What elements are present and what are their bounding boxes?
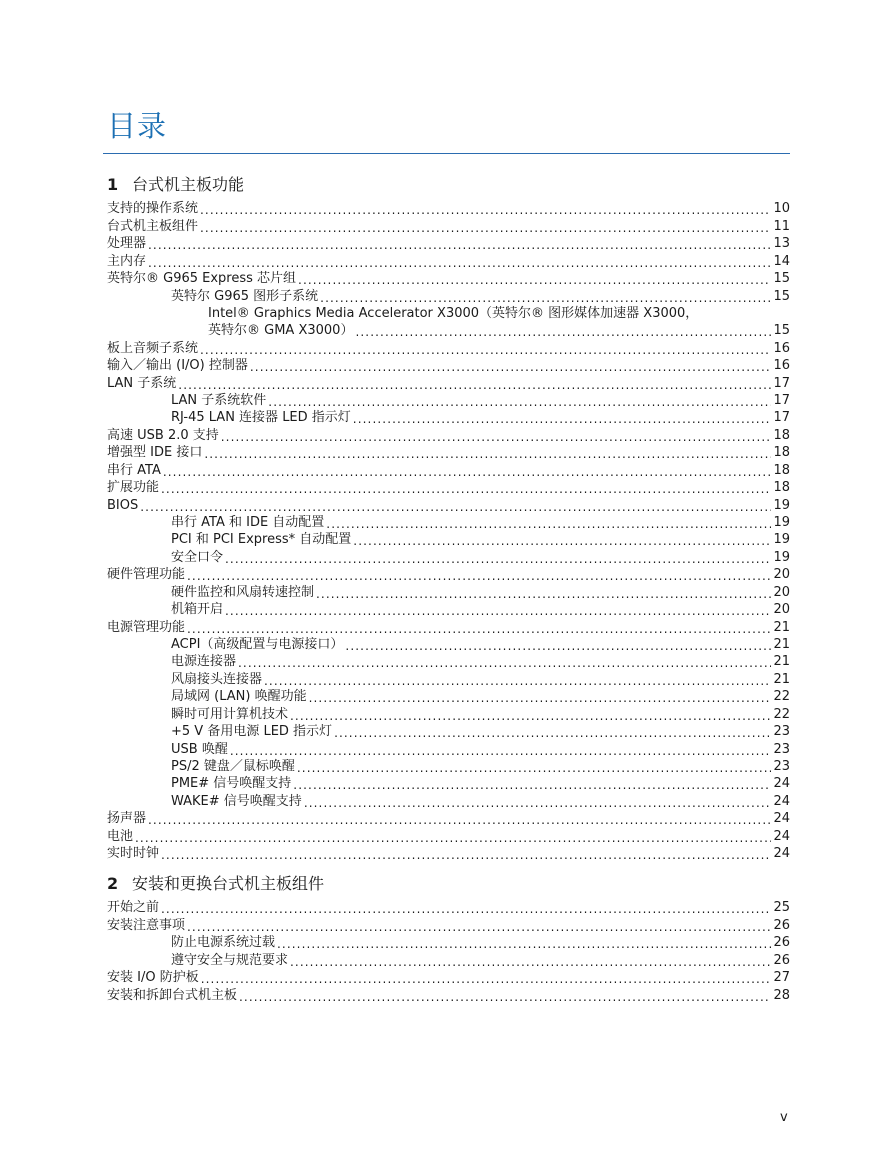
toc-entry[interactable] — [107, 986, 790, 1003]
toc-entry[interactable] — [107, 479, 790, 496]
toc-entry-page: 22 — [773, 689, 790, 705]
dot-leader — [204, 444, 771, 461]
toc-entry[interactable] — [107, 514, 790, 531]
chapter-number: 2 — [107, 874, 119, 893]
toc-entry-page: 19 — [773, 497, 790, 513]
toc-entry-label: 硬件监控和风扇转速控制 — [171, 584, 315, 600]
toc-entry[interactable] — [107, 899, 790, 916]
toc-entry[interactable] — [107, 200, 790, 217]
toc-entry-page: 15 — [773, 323, 790, 339]
toc-entry-page: 24 — [773, 793, 790, 809]
toc-entry[interactable] — [107, 827, 790, 844]
toc-entry-label: 机箱开启 — [171, 602, 224, 618]
toc-entry-label: 主内存 — [107, 253, 147, 269]
toc-entry-label: 安装和拆卸台式机主板 — [107, 987, 238, 1003]
toc-entry-page: 21 — [773, 636, 790, 652]
toc-entry[interactable] — [107, 618, 790, 635]
dot-leader — [187, 566, 771, 583]
toc-entry-label: 扬声器 — [107, 811, 147, 827]
toc-entry-label: 安全口令 — [171, 549, 224, 565]
toc-entry-page: 16 — [773, 358, 790, 374]
dot-leader — [230, 741, 772, 758]
toc-entry[interactable] — [107, 688, 790, 705]
toc-entry[interactable] — [107, 252, 790, 269]
toc-entry-page: 15 — [773, 271, 790, 287]
toc-entry[interactable] — [107, 969, 790, 986]
toc-entry[interactable] — [107, 670, 790, 687]
toc-entry-label: 防止电源系统过载 — [171, 935, 276, 951]
toc-entry-page: 17 — [773, 375, 790, 391]
toc-entry-label: 瞬时可用计算机技术 — [171, 706, 289, 722]
dot-leader — [250, 357, 772, 374]
dot-leader — [298, 270, 771, 287]
toc-entry-label: 串行 ATA — [107, 462, 161, 478]
toc-entry-label: PME# 信号唤醒支持 — [171, 776, 292, 792]
chapter-heading[interactable] — [107, 873, 790, 899]
toc-entry[interactable] — [107, 934, 790, 951]
dot-leader — [304, 793, 772, 810]
toc-entry-page: 20 — [773, 567, 790, 583]
toc-entry-label: +5 V 备用电源 LED 指示灯 — [171, 724, 333, 740]
dot-leader — [200, 340, 771, 357]
dot-leader — [277, 934, 771, 951]
toc-entry[interactable] — [107, 810, 790, 827]
toc-entry-page: 20 — [773, 584, 790, 600]
toc-entry[interactable] — [107, 461, 790, 478]
toc-entry[interactable] — [107, 566, 790, 583]
chapter-2-section — [107, 873, 790, 1004]
toc-entry[interactable] — [107, 740, 790, 757]
dot-leader — [221, 427, 772, 444]
toc-entry-label: LAN 子系统软件 — [171, 393, 267, 409]
toc-entry-label: 支持的操作系统 — [107, 201, 199, 217]
toc-entry-page: 15 — [773, 288, 790, 304]
toc-entry-label: 硬件管理功能 — [107, 567, 186, 583]
toc-entry-page: 20 — [773, 602, 790, 618]
toc-entry-page: 24 — [773, 811, 790, 827]
dot-leader — [161, 899, 771, 916]
toc-entry-page: 21 — [773, 619, 790, 635]
toc-entry-page: 28 — [773, 987, 790, 1003]
toc-entry-label: LAN 子系统 — [107, 375, 177, 391]
toc-entry[interactable] — [107, 601, 790, 618]
toc-entry-page: 11 — [773, 218, 790, 234]
toc-entry[interactable] — [107, 636, 790, 653]
toc-entry-label: 高速 USB 2.0 支持 — [107, 427, 219, 443]
dot-leader — [148, 253, 771, 270]
toc-entry-label: WAKE# 信号唤醒支持 — [171, 793, 302, 809]
toc-entry[interactable] — [107, 531, 790, 548]
toc-entry[interactable] — [107, 845, 790, 862]
chapter-number: 1 — [107, 175, 119, 194]
page-title: 目录 — [107, 109, 168, 143]
dot-leader — [238, 653, 771, 670]
toc-entry[interactable] — [107, 758, 790, 775]
toc-entry-label: 英特尔® GMA X3000） — [208, 323, 354, 339]
toc-entry-page: 26 — [773, 917, 790, 933]
toc-entry-label: 增强型 IDE 接口 — [107, 445, 203, 461]
dot-leader — [187, 917, 771, 934]
dot-leader — [178, 375, 771, 392]
toc-entry-page: 19 — [773, 549, 790, 565]
toc-entry-label: 处理器 — [107, 236, 147, 252]
toc-entry-label: 风扇接头连接器 — [171, 671, 263, 687]
toc-entry-page: 22 — [773, 706, 790, 722]
dot-leader — [326, 514, 771, 531]
dot-leader — [201, 969, 772, 986]
toc-entry-label: 输入／输出 (I/O) 控制器 — [107, 358, 248, 374]
dot-leader — [290, 952, 771, 969]
dot-leader — [353, 409, 772, 426]
toc-entry-label: 遵守安全与规范要求 — [171, 952, 289, 968]
dot-leader — [345, 636, 771, 653]
dot-leader — [297, 758, 772, 775]
toc-entry-page: 25 — [773, 900, 790, 916]
dot-leader — [334, 723, 771, 740]
dot-leader — [140, 497, 771, 514]
toc-entry-label: PCI 和 PCI Express* 自动配置 — [171, 532, 352, 548]
dot-leader — [200, 200, 771, 217]
toc-entry-page: 19 — [773, 515, 790, 531]
toc-entry-label: 实时时钟 — [107, 846, 160, 862]
dot-leader — [161, 845, 771, 862]
dot-leader — [187, 619, 771, 636]
dot-leader — [355, 322, 771, 339]
toc-entry[interactable] — [107, 723, 790, 740]
dot-leader — [239, 987, 771, 1004]
toc-entry-label: 台式机主板组件 — [107, 218, 199, 234]
toc-entry-page: 18 — [773, 445, 790, 461]
dot-leader — [268, 392, 771, 409]
toc-entry-label: 安装注意事项 — [107, 917, 186, 933]
toc-entry[interactable] — [107, 951, 790, 968]
toc-entry-label: PS/2 键盘／鼠标唤醒 — [171, 758, 295, 774]
dot-leader — [316, 584, 771, 601]
toc-entry-page: 24 — [773, 846, 790, 862]
dot-leader — [225, 601, 771, 618]
toc-entry-label: 开始之前 — [107, 900, 160, 916]
toc-entry-label: 局域网 (LAN) 唤醒功能 — [171, 689, 307, 705]
dot-leader — [309, 688, 772, 705]
toc-entry-label: 板上音频子系统 — [107, 340, 199, 356]
toc-entry-page: 18 — [773, 480, 790, 496]
dot-leader — [320, 288, 771, 305]
toc-entry[interactable] — [107, 496, 790, 513]
page-number: v — [780, 1110, 788, 1125]
toc-entry-label: USB 唤醒 — [171, 741, 228, 757]
chapter-heading[interactable] — [107, 174, 790, 200]
toc-entry-page: 21 — [773, 654, 790, 670]
dot-leader — [163, 462, 772, 479]
toc-entry-page: 21 — [773, 671, 790, 687]
toc-entry-page: 17 — [773, 410, 790, 426]
toc-entry-label: BIOS — [107, 497, 139, 513]
toc-entry[interactable] — [107, 357, 790, 374]
chapter-title: 台式机主板功能 — [132, 175, 245, 194]
toc-entry-page: 26 — [773, 935, 790, 951]
toc-entry-label: 安装 I/O 防护板 — [107, 970, 199, 986]
toc-entry[interactable] — [107, 548, 790, 565]
toc-entry-label: 英特尔® G965 Express 芯片组 — [107, 271, 297, 287]
toc-entry-page: 19 — [773, 532, 790, 548]
toc-entry-page: 13 — [773, 236, 790, 252]
toc-entry-page: 23 — [773, 724, 790, 740]
toc-entry[interactable] — [107, 270, 790, 287]
dot-leader — [200, 218, 771, 235]
dot-leader — [161, 479, 771, 496]
dot-leader — [264, 671, 771, 688]
toc-entry[interactable] — [107, 792, 790, 809]
toc-entry-text-line: Intel® Graphics Media Accelerator X3000（英特尔® 图形媒体加速器 X3000， — [208, 305, 699, 321]
toc-entry[interactable] — [107, 653, 790, 670]
toc-entry[interactable] — [107, 339, 790, 356]
chapter-1-section — [107, 174, 790, 862]
dot-leader — [293, 775, 771, 792]
chapter-title: 安装和更换台式机主板组件 — [132, 874, 325, 893]
toc-entry[interactable] — [107, 235, 790, 252]
toc-entry[interactable] — [107, 322, 790, 339]
dot-leader — [353, 531, 771, 548]
toc-entry[interactable] — [107, 374, 790, 391]
dot-leader — [148, 810, 771, 827]
dot-leader — [135, 828, 771, 845]
toc-entry[interactable] — [107, 583, 790, 600]
toc-entry-page: 27 — [773, 970, 790, 986]
toc-entry-page: 24 — [773, 828, 790, 844]
toc-entry-label: 串行 ATA 和 IDE 自动配置 — [171, 515, 325, 531]
toc-entry-page: 18 — [773, 462, 790, 478]
dot-leader — [225, 549, 771, 566]
toc-entry-label: ACPI（高级配置与电源接口） — [171, 636, 344, 652]
toc-entry-page: 23 — [773, 741, 790, 757]
toc-entry[interactable] — [107, 409, 790, 426]
dot-leader — [290, 706, 771, 723]
toc-entry-label: 扩展功能 — [107, 480, 160, 496]
toc-entry[interactable] — [107, 444, 790, 461]
toc-entry-page: 17 — [773, 393, 790, 409]
toc-entry-page: 10 — [773, 201, 790, 217]
toc-entry-label: 英特尔 G965 图形子系统 — [171, 288, 319, 304]
dot-leader — [148, 235, 771, 252]
title-divider — [103, 153, 790, 154]
toc-entry[interactable] — [107, 916, 790, 933]
toc-entry[interactable] — [107, 392, 790, 409]
toc-entry[interactable] — [107, 287, 790, 304]
toc-entry-label: 电源连接器 — [171, 654, 237, 670]
toc-entry-page: 24 — [773, 776, 790, 792]
toc-entry[interactable] — [107, 217, 790, 234]
toc-entry[interactable] — [107, 775, 790, 792]
toc-entry[interactable] — [107, 426, 790, 443]
toc-entry-page: 18 — [773, 427, 790, 443]
toc-entry-label: 电池 — [107, 828, 134, 844]
toc-entry-page: 16 — [773, 340, 790, 356]
toc-entry-page: 23 — [773, 758, 790, 774]
toc-entry-page: 26 — [773, 952, 790, 968]
toc-entry-label: 电源管理功能 — [107, 619, 186, 635]
toc-entry-page: 14 — [773, 253, 790, 269]
toc-entry-label: RJ-45 LAN 连接器 LED 指示灯 — [171, 410, 351, 426]
toc-entry[interactable] — [107, 705, 790, 722]
